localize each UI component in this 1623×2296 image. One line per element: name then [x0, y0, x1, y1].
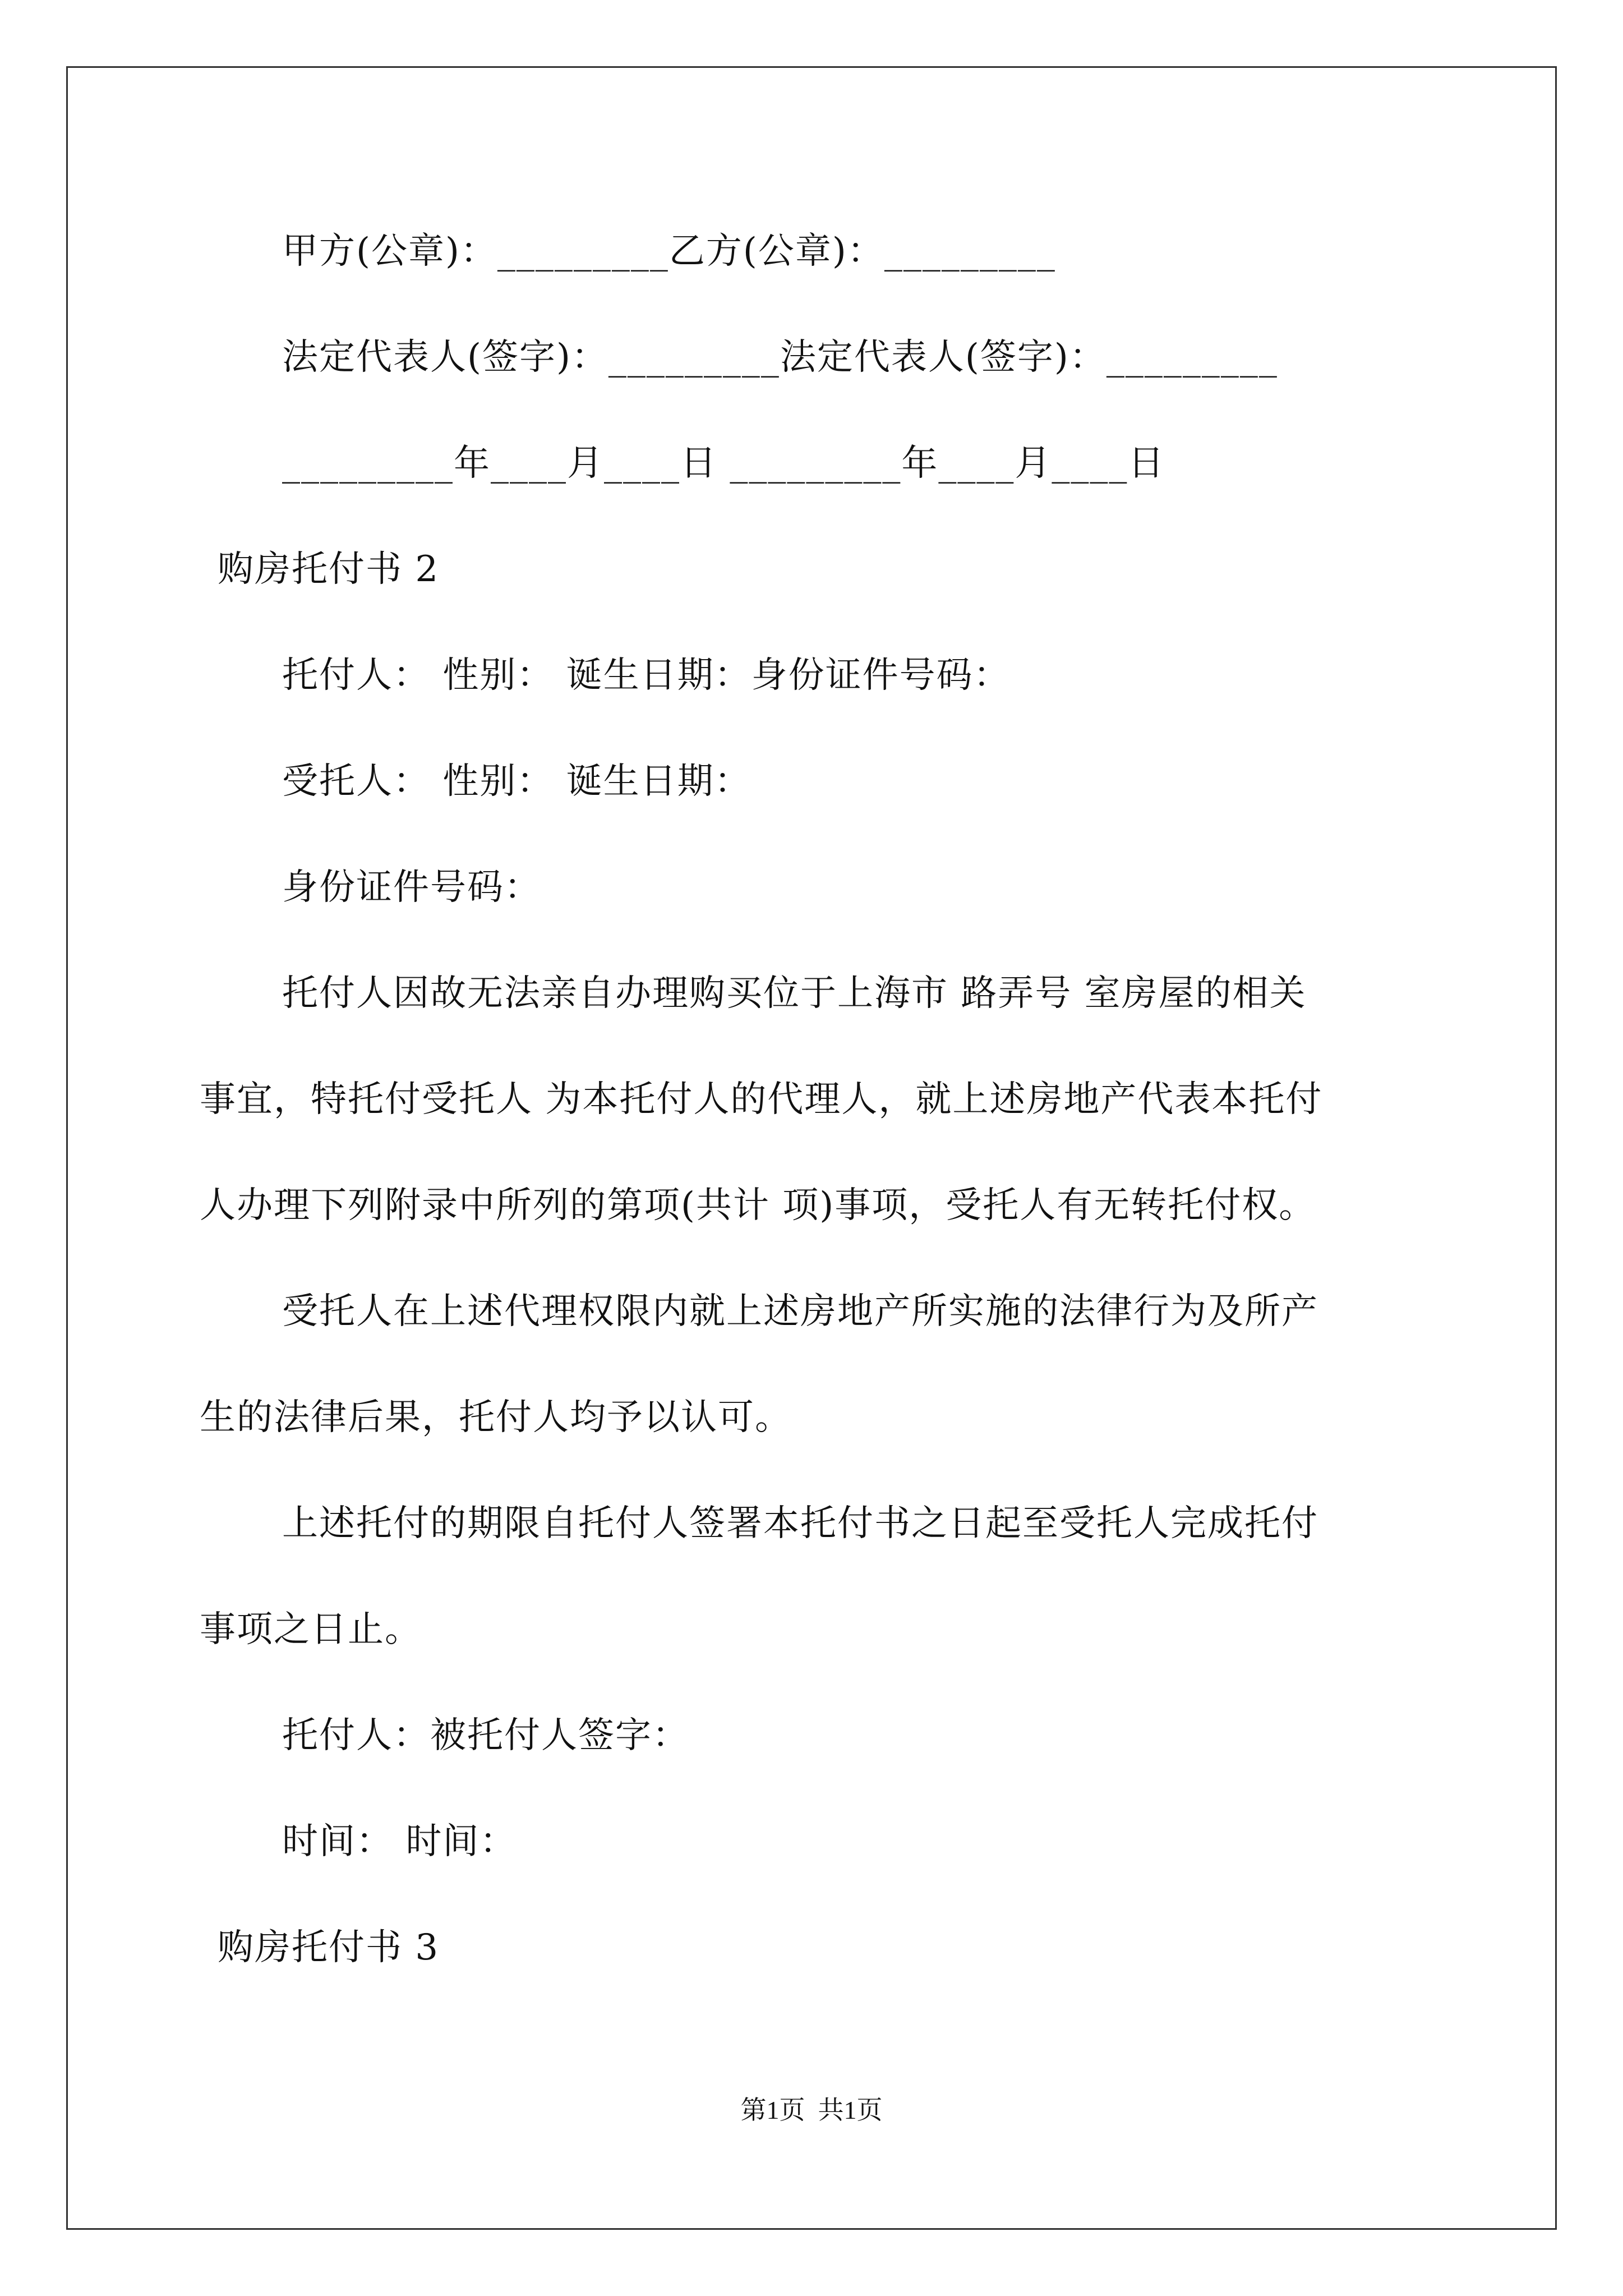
body-paragraph-1-line-1: 托付人因故无法亲自办理购买位于上海市 路弄号 室房屋的相关	[282, 973, 1307, 1014]
signature-line: 托付人：被托付人签字：	[282, 1715, 689, 1756]
principal-info-line: 托付人： 性别： 诞生日期：身份证件号码：	[282, 655, 1011, 696]
body-paragraph-1-line-2: 事宜，特托付受托人 为本托付人的代理人，就上述房地产代表本托付	[200, 1079, 1323, 1120]
legal-rep-signature-line: 法定代表人(签字)：_________法定代表人(签字)：_________	[282, 337, 1278, 378]
body-paragraph-3-line-2: 事项之日止。	[200, 1609, 422, 1650]
section-heading-2: 购房托付书 2	[218, 549, 440, 590]
party-seal-line: 甲方(公章)：_________乙方(公章)：_________	[282, 231, 1056, 272]
time-line: 时间： 时间：	[282, 1821, 517, 1862]
body-paragraph-2-line-2: 生的法律后果，托付人均予以认可。	[200, 1397, 792, 1438]
agent-info-line: 受托人： 性别： 诞生日期：	[282, 761, 751, 802]
body-paragraph-3-line-1: 上述托付的期限自托付人签署本托付书之日起至受托人完成托付	[282, 1503, 1318, 1544]
page-footer: 第1页 共1页	[740, 2096, 883, 2124]
body-paragraph-2-line-1: 受托人在上述代理权限内就上述房地产所实施的法律行为及所产	[282, 1291, 1318, 1332]
section-heading-3: 购房托付书 3	[218, 1927, 440, 1968]
date-line: _________年____月____日 _________年____月____日	[282, 443, 1165, 484]
page-border	[66, 66, 1557, 2230]
body-paragraph-1-line-3: 人办理下列附录中所列的第项(共计 项)事项，受托人有无转托付权。	[200, 1185, 1316, 1226]
agent-id-line: 身份证件号码：	[282, 867, 541, 908]
